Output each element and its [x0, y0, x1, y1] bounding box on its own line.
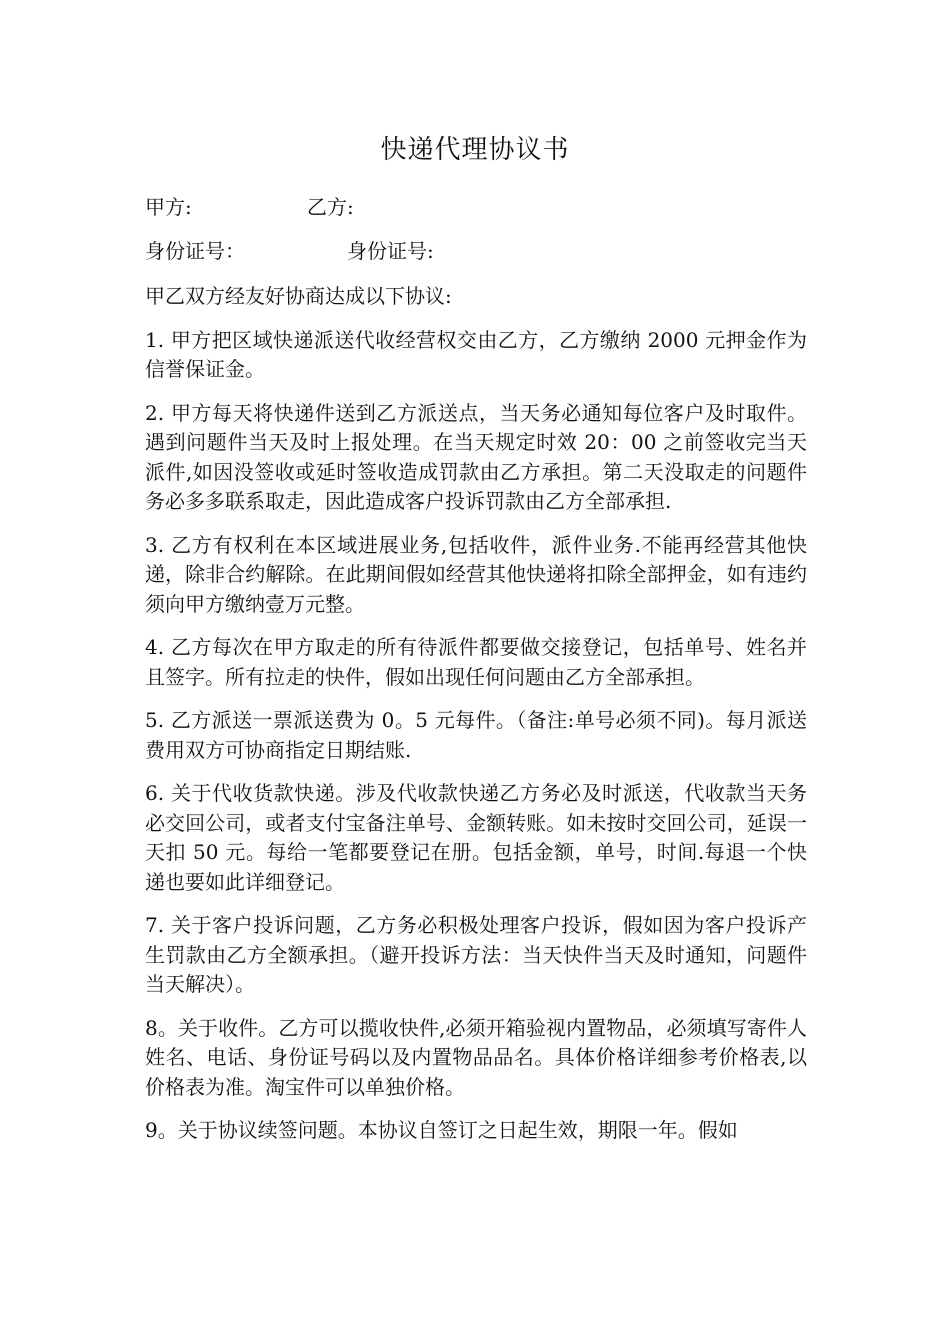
id-number-line	[145, 236, 815, 266]
party-b-id-label: 身份证号:	[347, 239, 434, 263]
party-a-id-label: 身份证号：	[145, 239, 245, 263]
clause-8: 8。关于收件。乙方可以揽收快件,必须开箱验视内置物品，必须填写寄件人姓名、电话、身份证号码以及内置物品品名。具体价格详细参考价格表,以价格表为准。淘宝件可以单独价格。	[145, 1015, 807, 1099]
clause-1: 1. 甲方把区域快递派送代收经营权交由乙方，乙方缴纳 2000 元押金作为信誉保证金。	[145, 327, 807, 381]
clause-4: 4. 乙方每次在甲方取走的所有待派件都要做交接登记，包括单号、姓名并且签字。所有拉走的快件，假如出现任何问题由乙方全部承担。	[145, 635, 807, 689]
clause-6: 6. 关于代收货款快递。涉及代收款快递乙方务必及时派送，代收款当天务必交回公司，或者支付宝备注单号、金额转账。如未按时交回公司，延误一天扣 50 元。每给一笔都要登记在册。包括金额，单号，时间.每退一个快递也要如此详细登记。	[145, 781, 807, 894]
clause-9: 9。关于协议续签问题。本协议自签订之日起生效，期限一年。假如	[145, 1118, 738, 1142]
document-title: 快递代理协议书	[380, 135, 570, 165]
clause-2: 2. 甲方每天将快递件送到乙方派送点，当天务必通知每位客户及时取件。遇到问题件当天及时上报处理。在当天规定时效 20：00 之前签收完当天派件,如因没签收或延时签收造成罚款由乙方承担。第二天没取走的问题件务必多多联系取走，因此造成客户投诉罚款由乙方全部承担.	[145, 400, 807, 513]
clause-5: 5. 乙方派送一票派送费为 0。5 元每件。（备注:单号必须不同)。每月派送费用双方可协商指定日期结账.	[145, 708, 807, 762]
party-names-line	[145, 192, 815, 222]
agreement-body	[145, 282, 807, 1160]
party-a-label: 甲方:	[145, 195, 192, 219]
clause-7: 7. 关于客户投诉问题，乙方务必积极处理客户投诉，假如因为客户投诉产生罚款由乙方全额承担。（避开投诉方法：当天快件当天及时通知，问题件当天解决）。	[145, 913, 807, 996]
agreement-intro: 甲乙双方经友好协商达成以下协议:	[145, 284, 452, 308]
clause-3: 3. 乙方有权利在本区域进展业务,包括收件，派件业务.不能再经营其他快递，除非合约解除。在此期间假如经营其他快递将扣除全部押金，如有违约须向甲方缴纳壹万元整。	[145, 532, 807, 616]
party-b-label: 乙方:	[307, 195, 354, 219]
